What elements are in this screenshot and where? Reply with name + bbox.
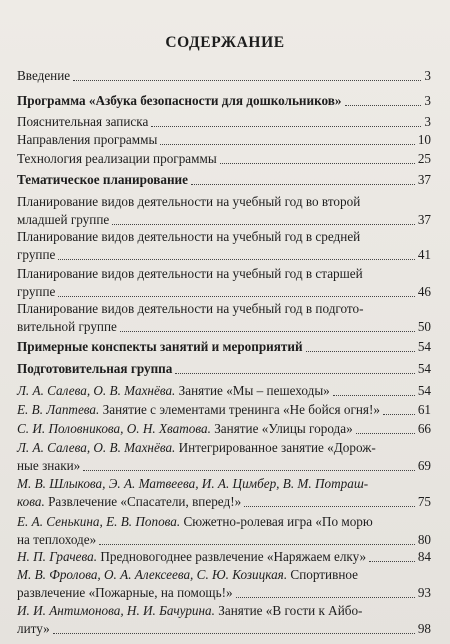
toc-entry bbox=[17, 150, 431, 168]
page-number: 54 bbox=[417, 361, 431, 376]
dot-leader bbox=[151, 126, 421, 127]
toc-entry bbox=[17, 228, 431, 264]
dot-leader bbox=[345, 105, 422, 106]
toc-entry bbox=[17, 171, 431, 189]
page-number: 10 bbox=[417, 132, 431, 147]
toc-entry-line bbox=[17, 360, 431, 378]
entry-title: Планирование видов деятельности на учебный год в средней bbox=[17, 229, 361, 244]
toc-entry-line bbox=[17, 566, 431, 584]
toc-entry bbox=[17, 300, 431, 336]
entry-title: вительной группе bbox=[17, 319, 117, 334]
entry-authors: М. В. Фролова, О. А. Алексеева, С. Ю. Козицкая. bbox=[17, 567, 288, 582]
page-number: 25 bbox=[417, 151, 431, 166]
entry-title: Предновогоднее развлечение «Наряжаем елку» bbox=[97, 549, 367, 564]
toc-entry-line bbox=[17, 113, 431, 131]
page-number: 54 bbox=[417, 383, 431, 398]
entry-title: Тематическое планирование bbox=[17, 172, 188, 187]
toc-entry-line bbox=[17, 548, 431, 566]
entry-authors: М. В. Шлыкова, Э. А. Матвеева, И. А. Цимбер, В. М. Потраш- bbox=[17, 476, 369, 491]
page-number: 54 bbox=[417, 339, 431, 354]
dot-leader bbox=[99, 544, 415, 545]
toc-entry-line bbox=[17, 283, 431, 301]
toc-entry bbox=[17, 566, 431, 602]
toc-entry bbox=[17, 401, 431, 419]
page-number: 98 bbox=[417, 621, 431, 636]
toc-entry-line bbox=[17, 401, 431, 419]
page-number: 46 bbox=[417, 284, 431, 299]
entry-title: Введение bbox=[17, 68, 71, 83]
entry-title: Развлечение «Спасатели, вперед!» bbox=[44, 494, 242, 509]
toc-entry-line bbox=[17, 475, 431, 493]
entry-title: ные знаки» bbox=[17, 458, 81, 473]
entry-authors: Е. В. Лаптева. bbox=[17, 402, 100, 417]
entry-title: группе bbox=[17, 284, 56, 299]
toc-entry-line bbox=[17, 602, 431, 620]
toc-entry bbox=[17, 113, 431, 131]
entry-title: Планирование видов деятельности на учебный год во второй bbox=[17, 194, 361, 209]
toc-entry-line bbox=[17, 67, 431, 85]
entry-title: Занятие «Мы – пешеходы» bbox=[175, 383, 330, 398]
entry-title: Планирование видов деятельности на учебный год в старшей bbox=[17, 266, 363, 281]
toc-entry-line bbox=[17, 131, 431, 149]
entry-title: Интегрированное занятие «Дорож- bbox=[175, 440, 376, 455]
toc-entry bbox=[17, 439, 431, 475]
entry-title: младшей группе bbox=[17, 212, 110, 227]
toc-entry-line bbox=[17, 420, 431, 438]
toc-entry-line bbox=[17, 338, 431, 356]
page-number: 3 bbox=[424, 68, 431, 83]
page-number: 37 bbox=[417, 212, 431, 227]
entry-title: Программа «Азбука безопасности для дошкольников» bbox=[17, 93, 342, 108]
entry-authors: И. И. Антимонова, Н. И. Бачурина. bbox=[17, 603, 215, 618]
dot-leader bbox=[73, 80, 421, 81]
dot-leader bbox=[220, 163, 415, 164]
dot-leader bbox=[369, 561, 415, 562]
dot-leader bbox=[383, 414, 415, 415]
toc-entry-line bbox=[17, 211, 431, 229]
entry-title: развлечение «Пожарные, на помощь!» bbox=[17, 585, 233, 600]
toc-heading: СОДЕРЖАНИЕ bbox=[165, 34, 285, 51]
toc-entry-line bbox=[17, 193, 431, 211]
page-number: 69 bbox=[417, 458, 431, 473]
dot-leader bbox=[306, 351, 415, 352]
entry-title: литу» bbox=[17, 621, 50, 636]
dot-leader bbox=[244, 506, 415, 507]
toc-entry bbox=[17, 92, 431, 110]
entry-authors: Е. А. Сенькина, Е. В. Попова. bbox=[17, 514, 181, 529]
toc-entry bbox=[17, 602, 431, 638]
entry-authors: Л. А. Салева, О. В. Махнёва. bbox=[17, 440, 176, 455]
entry-title: Сюжетно-ролевая игра «По морю bbox=[180, 514, 373, 529]
entry-title: Занятие с элементами тренинга «Не бойся огня!» bbox=[99, 402, 380, 417]
page-number: 3 bbox=[424, 114, 431, 129]
entry-title: Направления программы bbox=[17, 132, 158, 147]
toc-entry-line bbox=[17, 300, 431, 318]
dot-leader bbox=[356, 433, 415, 434]
toc-entry-line bbox=[17, 531, 431, 549]
toc-entry-line bbox=[17, 228, 431, 246]
dot-leader bbox=[191, 184, 415, 185]
dot-leader bbox=[53, 633, 415, 634]
page-number: 84 bbox=[417, 549, 431, 564]
dot-leader bbox=[120, 331, 415, 332]
dot-leader bbox=[58, 296, 414, 297]
entry-title: на теплоходе» bbox=[17, 532, 97, 547]
entry-title: Технология реализации программы bbox=[17, 151, 217, 166]
toc-entry bbox=[17, 193, 431, 229]
page-number: 75 bbox=[417, 494, 431, 509]
page-number: 93 bbox=[417, 585, 431, 600]
toc-entry-line bbox=[17, 150, 431, 168]
toc-entry-line bbox=[17, 584, 431, 602]
page-number: 50 bbox=[417, 319, 431, 334]
entry-title: Примерные конспекты занятий и мероприятий bbox=[17, 339, 303, 354]
page-number: 61 bbox=[417, 402, 431, 417]
toc-entry-line bbox=[17, 457, 431, 475]
toc-entry bbox=[17, 382, 431, 400]
entry-authors: С. И. Половникова, О. Н. Хватова. bbox=[17, 421, 211, 436]
toc-entry-line bbox=[17, 246, 431, 264]
dot-leader bbox=[236, 597, 415, 598]
toc-entry bbox=[17, 338, 431, 356]
toc-entry bbox=[17, 420, 431, 438]
toc-entry-line bbox=[17, 513, 431, 531]
entry-title: Спортивное bbox=[287, 567, 359, 582]
toc-entry bbox=[17, 548, 431, 566]
entry-title: Занятие «В гости к Айбо- bbox=[214, 603, 363, 618]
entry-title: группе bbox=[17, 247, 56, 262]
toc-entry-line bbox=[17, 382, 431, 400]
page-number: 80 bbox=[417, 532, 431, 547]
page-number: 66 bbox=[417, 421, 431, 436]
entry-title: Планирование видов деятельности на учебный год в подгото- bbox=[17, 301, 364, 316]
dot-leader bbox=[112, 224, 415, 225]
dot-leader bbox=[175, 373, 414, 374]
toc-entry bbox=[17, 67, 431, 85]
toc-entry-line bbox=[17, 171, 431, 189]
toc-entry bbox=[17, 475, 431, 511]
dot-leader bbox=[333, 395, 415, 396]
toc-entry-line bbox=[17, 439, 431, 457]
page-number: 37 bbox=[417, 172, 431, 187]
page-number: 41 bbox=[417, 247, 431, 262]
toc-entry bbox=[17, 265, 431, 301]
entry-authors: Н. П. Грачева. bbox=[17, 549, 98, 564]
entry-authors: Л. А. Салева, О. В. Махнёва. bbox=[17, 383, 176, 398]
dot-leader bbox=[58, 259, 414, 260]
toc-entry bbox=[17, 513, 431, 549]
toc-entry-line bbox=[17, 318, 431, 336]
toc-entry-line bbox=[17, 620, 431, 638]
toc-entry-line bbox=[17, 265, 431, 283]
page-number: 3 bbox=[424, 93, 431, 108]
entry-title: Занятие «Улицы города» bbox=[210, 421, 353, 436]
toc-entry-line bbox=[17, 493, 431, 511]
dot-leader bbox=[83, 470, 415, 471]
toc-entry bbox=[17, 131, 431, 149]
entry-authors: кова. bbox=[17, 494, 45, 509]
toc-entry-line bbox=[17, 92, 431, 110]
dot-leader bbox=[160, 144, 414, 145]
entry-title: Подготовительная группа bbox=[17, 361, 173, 376]
toc-entry bbox=[17, 360, 431, 378]
entry-title: Пояснительная записка bbox=[17, 114, 149, 129]
